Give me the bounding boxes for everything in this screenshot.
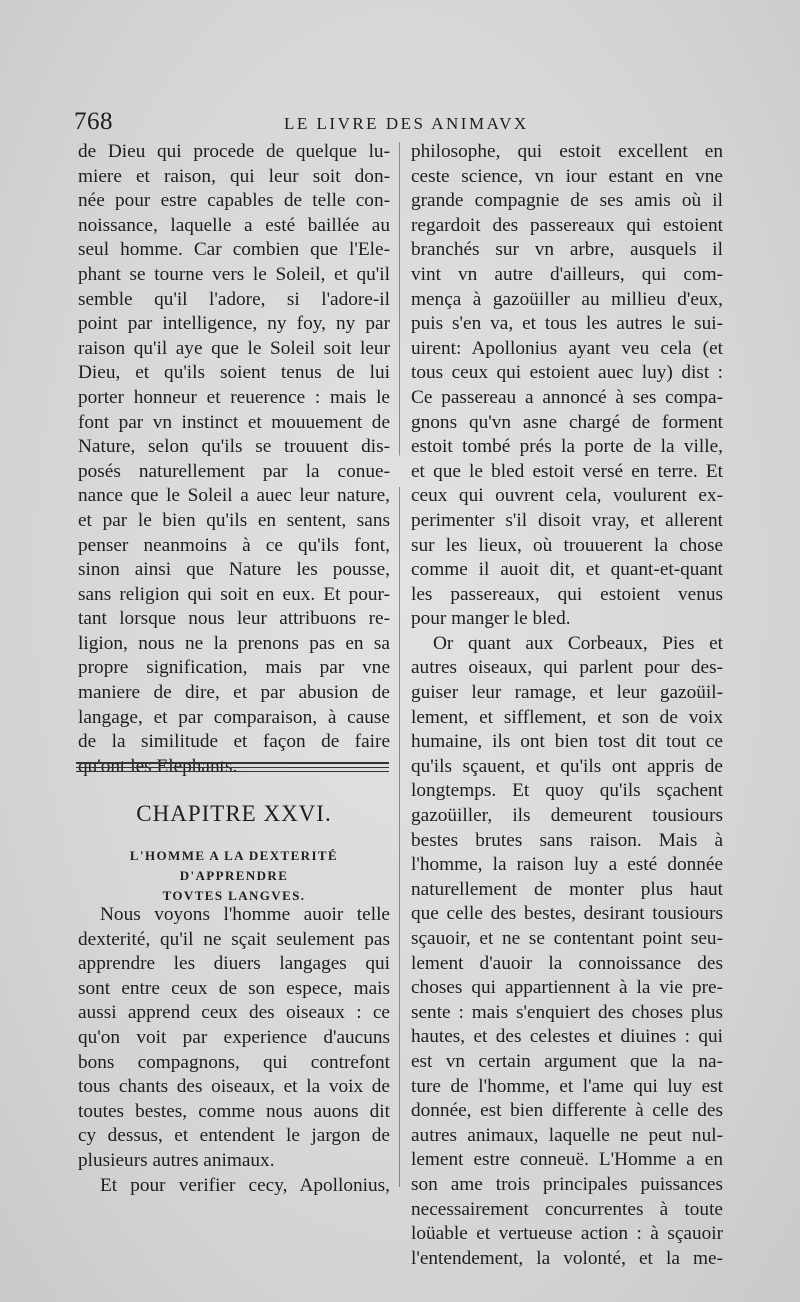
text-line: gnons qu'vn asne chargé de forment xyxy=(411,411,723,433)
text-line: sont entre ceux de son espece, mais xyxy=(78,977,390,999)
text-line: Ce passereau a annoncé à ses compa- xyxy=(411,386,723,408)
text-line: miere et raison, qui leur soit don- xyxy=(78,165,390,187)
text-line: cy dessus, et entendent le jargon de xyxy=(78,1125,390,1147)
text-line: nance que le Soleil a auec leur nature, xyxy=(78,485,390,507)
text-line: choses qui appartiennent à la vie pre- xyxy=(411,977,723,999)
text-line: Or quant aux Corbeaux, Pies et xyxy=(433,632,723,654)
text-line: mença à gazoüiller au millieu d'eux, xyxy=(411,288,723,310)
text-line: gazoüiller, ils demeurent tousiours xyxy=(411,805,723,827)
text-line: regardoit des passereaux qui estoient xyxy=(411,214,723,236)
text-line: sçauoir, et ne se contentant point seu- xyxy=(411,928,723,949)
text-line: uirent: Apollonius ayant veu cela (et xyxy=(411,337,723,359)
text-line: tant lorsque nous leur attribuons re- xyxy=(78,608,390,630)
text-line: sente : mais s'enquiert des choses plus xyxy=(411,1001,723,1023)
text-line: tous chants des oiseaux, et la voix de xyxy=(78,1076,390,1098)
text-line: sans religion qui soit en eux. Et pour- xyxy=(78,583,390,605)
text-line: et que le bled estoit versé en terre. Et xyxy=(411,460,723,482)
text-line: sur les lieux, où trouuerent la chose xyxy=(411,534,723,556)
page-number: 768 xyxy=(74,108,113,135)
text-line: loüable et vertueuse action : à sçauoir xyxy=(411,1223,723,1245)
text-line: humaine, ils ont bien tost dit tout ce xyxy=(411,731,723,753)
chapter-subtitle xyxy=(78,846,390,906)
text-line: lement d'auoir la connoissance des xyxy=(411,952,723,974)
text-line: ceux qui ouvrent cela, voulurent ex- xyxy=(411,485,723,507)
text-line: l'entendement, la volonté, et la me- xyxy=(411,1247,723,1269)
text-line: aussi apprend ceux des oiseaux : ce xyxy=(78,1002,390,1024)
text-line: hautes, et des celestes et diuines : qui xyxy=(411,1026,723,1048)
chapter-subtitle-line: TOVTES LANGVES. xyxy=(162,888,306,903)
text-line: de la similitude et façon de faire xyxy=(78,731,390,753)
text-line: Nous voyons l'homme auoir telle xyxy=(100,904,390,925)
text-line: longtemps. Et quoy qu'ils sçachent xyxy=(411,780,723,802)
right-column-text xyxy=(411,140,723,1271)
text-line: les passereaux, qui estoient venus xyxy=(411,583,723,605)
text-line: branchés sur vn arbre, ausquels il xyxy=(411,239,723,261)
text-line: Dieu, et qu'ils soient tenus de lui xyxy=(78,362,390,384)
text-line: perimenter s'il disoit vray, et allerent xyxy=(411,509,723,531)
text-line: raison qu'il aye que le Soleil soit leur xyxy=(78,337,390,359)
text-line: apprendre les diuers langages qui xyxy=(78,953,390,975)
column-divider xyxy=(399,142,400,1187)
text-line: noissance, laquelle a esté baillée au xyxy=(78,214,390,236)
text-line: de Dieu qui procede de quelque lu- xyxy=(78,141,390,162)
text-line: qu'on voit par experience d'aucuns xyxy=(78,1026,390,1048)
running-head xyxy=(74,108,724,138)
running-title: LE LIVRE DES ANIMAVX xyxy=(284,114,529,133)
text-line: propre signification, mais par vne xyxy=(78,657,390,679)
left-column-text xyxy=(78,140,390,779)
text-line: comme il auoit dit, et quant-et-quant xyxy=(411,559,723,581)
text-line: seul homme. Car combien que l'Ele- xyxy=(78,239,390,261)
text-line: penser neanmoins à ce qu'ils font, xyxy=(78,534,390,556)
text-line: ture de l'homme, et l'ame qui luy est xyxy=(411,1075,723,1097)
text-line: semble qu'il l'adore, si l'adore-il xyxy=(78,288,390,310)
text-line: naturellement de monter plus haut xyxy=(411,878,723,900)
text-line: et par le bien qu'ils en sentent, sans xyxy=(78,509,390,531)
text-line: donnée, est bien differente à celle des xyxy=(411,1100,723,1122)
chapter-subtitle-line: L'HOMME A LA DEXTERITÉ D'APPRENDRE xyxy=(129,848,339,883)
text-line: lement estre conneuë. L'Homme a en xyxy=(411,1149,723,1171)
text-line: ceste science, vn iour estant en vne xyxy=(411,165,723,187)
text-line: pour manger le bled. xyxy=(411,608,571,630)
text-line: point par intelligence, ny foy, ny par xyxy=(78,313,390,335)
text-line: phant se tourne vers le Soleil, et qu'il xyxy=(78,263,390,285)
text-line: bestes brutes sans raison. Mais à xyxy=(411,829,723,851)
text-line: lement, et sifflement, et son de voix xyxy=(411,706,723,728)
text-line: philosophe, qui estoit excellent en xyxy=(411,141,723,162)
text-line: est vn certain argument que la na- xyxy=(411,1050,723,1072)
text-line: tous ceux qui estoient auec luy) dist : xyxy=(411,362,723,384)
text-line: guiser leur ramage, et leur gazoüil- xyxy=(411,682,723,704)
text-line: autres animaux, laquelle ne peut nul- xyxy=(411,1124,723,1146)
text-line: que celle des bestes, desirant tousiours xyxy=(411,903,723,925)
text-line: Nature, selon qu'ils se trouuent dis- xyxy=(78,436,390,458)
text-line: langage, et par comparaison, à cause xyxy=(78,706,390,728)
text-line: grande compagnie de ses amis où il xyxy=(411,190,723,212)
text-line: née pour estre capables de telle con- xyxy=(78,190,390,212)
left-column-chapter-text xyxy=(78,903,390,1198)
text-line: l'homme, la raison luy a esté donnée xyxy=(411,854,723,876)
text-line: font par vn instinct et mouuement de xyxy=(78,411,390,433)
text-line: toutes bestes, comme nous auons dit xyxy=(78,1100,390,1122)
text-line: porter honneur et reuerence : mais le xyxy=(78,386,390,408)
text-line: puis s'en va, et tous les autres le sui- xyxy=(411,313,723,335)
text-line: plusieurs autres animaux. xyxy=(78,1149,275,1171)
chapter-title: CHAPITRE XXVI. xyxy=(136,801,332,826)
text-line: Et pour verifier cecy, Apollonius, xyxy=(100,1174,390,1196)
text-line: necessairement concurrentes à toute xyxy=(411,1198,723,1220)
text-line: qu'ils sçauent, et qu'ils ont appris de xyxy=(411,755,723,777)
text-line: estoit tombé prés la porte de la ville, xyxy=(411,436,723,458)
section-divider-rule xyxy=(76,762,389,774)
text-line: autres oiseaux, qui parlent pour des- xyxy=(411,657,723,679)
text-line: posés naturellement par la conue- xyxy=(78,460,390,482)
text-line: sinon ainsi que Nature les pousse, xyxy=(78,559,390,581)
text-line: ligion, nous ne la prenons pas en sa xyxy=(78,632,390,654)
text-line: son ame trois principales puissances xyxy=(411,1173,723,1195)
text-line: maniere de dire, et par abusion de xyxy=(78,682,390,704)
text-line: bons compagnons, qui contrefont xyxy=(78,1051,390,1073)
text-line: vint vn autre d'ailleurs, qui com- xyxy=(411,263,723,285)
text-line: dexterité, qu'il ne sçait seulement pas xyxy=(78,928,390,950)
